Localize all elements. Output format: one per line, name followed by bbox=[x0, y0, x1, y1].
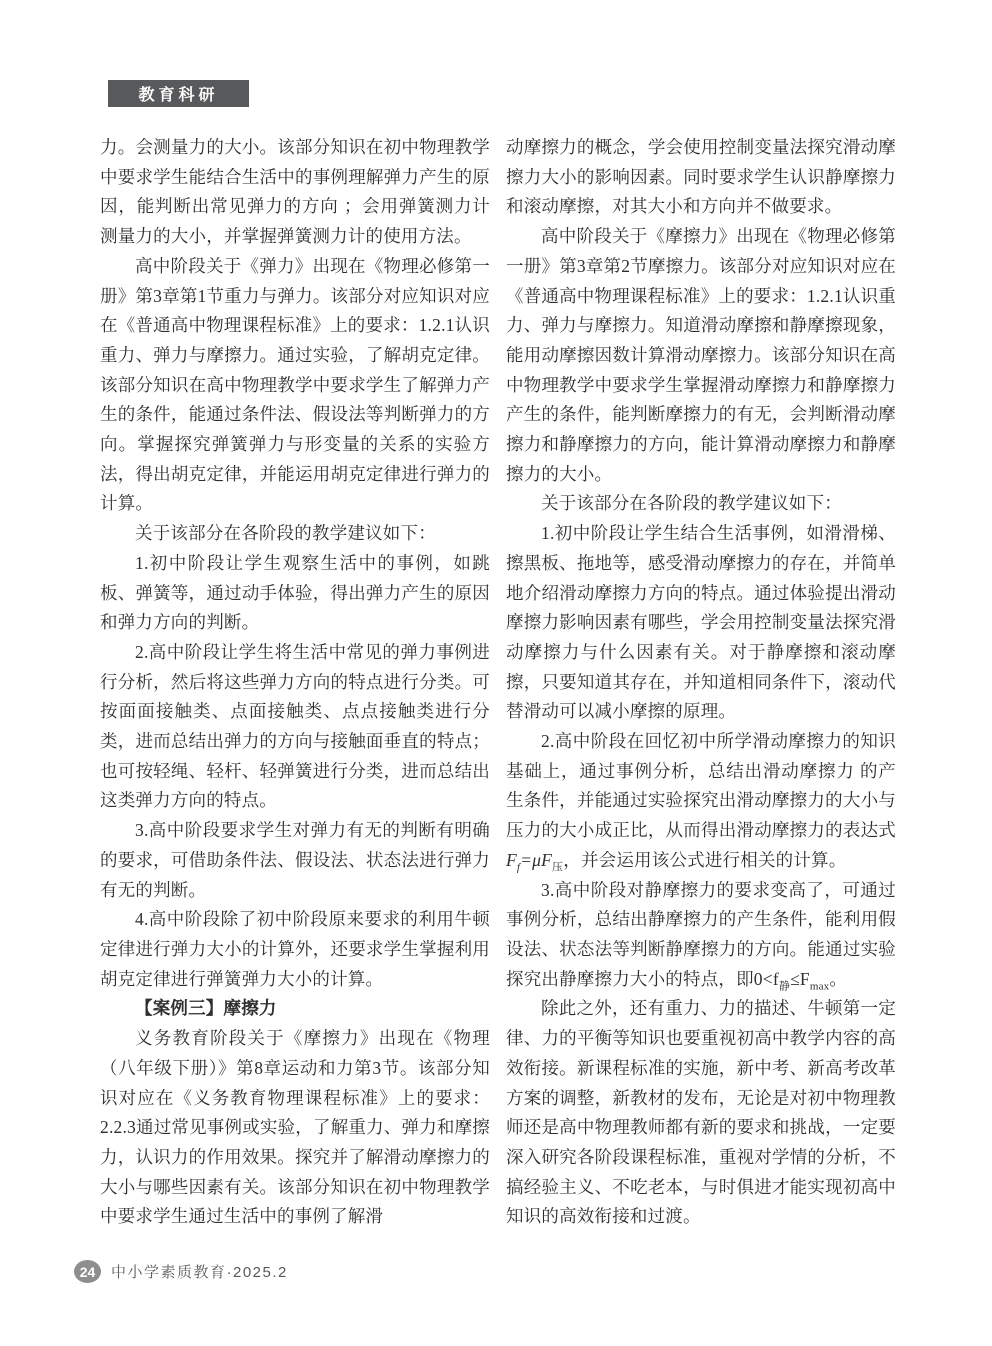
column-right bbox=[506, 133, 896, 1232]
paragraph: 关于该部分在各阶段的教学建议如下： bbox=[135, 523, 436, 544]
paragraph: 关于该部分在各阶段的教学建议如下： bbox=[541, 493, 842, 514]
paragraph: 3.高中阶段对静摩擦力的要求变高了，可通过事例分析，总结出静摩擦力的产生条件，能利用假设法、状态法等判断静摩擦力的方向。能通过实验探究出静摩擦力大小的特点，即$0<f_静\le F_{max}$。 bbox=[506, 879, 896, 993]
section-badge: 教育科研 bbox=[108, 80, 249, 107]
paragraph: 4.高中阶段除了初中阶段原来要求的利用牛顿定律进行弹力大小的计算外，还要求学生掌握利用胡克定律进行弹簧弹力大小的计算。 bbox=[100, 909, 490, 989]
paragraph: 2.高中阶段让学生将生活中常见的弹力事例进行分析，然后将这些弹力方向的特点进行分类。可按面面接触类、点面接触类、点点接触类进行分类，进而总结出弹力的方向与接触面垂直的特点；也可按轻绳、轻杆、轻弹簧进行分类，进而总结出这类弹力方向的特点。 bbox=[100, 641, 490, 811]
paragraph: 高中阶段关于《摩擦力》出现在《物理必修第一册》第3章第2节摩擦力。该部分对应知识对应在《普通高中物理课程标准》上的要求：1.2.1认识重力、弹力与摩擦力。知道滑动摩擦和静摩擦现象，能用动摩擦因数计算滑动摩擦力。该部分知识在高中物理教学中要求学生掌握滑动摩擦力和静摩擦力产生的条件，能判断摩擦力的有无，会判断滑动摩擦力和静摩擦力的方向，能计算滑动摩擦力和静摩擦力的大小。 bbox=[506, 226, 896, 484]
paragraph: 高中阶段关于《弹力》出现在《物理必修第一册》第3章第1节重力与弹力。该部分对应知识对应在《普通高中物理课程标准》上的要求：1.2.1认识重力、弹力与摩擦力。通过实验，了解胡克定律。该部分知识在高中物理教学中要求学生了解弹力产生的条件，能通过条件法、假设法等判断弹力的方向。掌握探究弹簧弹力与形变量的关系的实验方法，得出胡克定律，并能运用胡克定律进行弹力的计算。 bbox=[100, 255, 490, 514]
page-number-badge: 24 bbox=[74, 1260, 101, 1283]
paragraph: 2.高中阶段在回忆初中所学滑动摩擦力的知识基础上，通过事例分析，总结出滑动摩擦力 的产生条件，并能通过实验探究出滑动摩擦力的大小与压力的大小成正比，从而得出滑动摩擦力的表达式$F_f=\mu F_压$，并会运用该公式进行相关的计算。 bbox=[506, 731, 896, 874]
paragraph: 3.高中阶段要求学生对弹力有无的判断有明确的要求，可借助条件法、假设法、状态法进行弹力有无的判断。 bbox=[100, 820, 490, 900]
paragraph: 1.初中阶段让学生结合生活事例，如滑滑梯、擦黑板、拖地等，感受滑动摩擦力的存在，并简单地介绍滑动摩擦力方向的特点。通过体验提出滑动摩擦力影响因素有哪些，学会用控制变量法探究滑动摩擦力与什么因素有关。对于静摩擦和滚动摩擦，只要知道其存在，并知道相同条件下，滚动代替滑动可以减小摩擦的原理。 bbox=[506, 523, 896, 722]
paragraph: 力。会测量力的大小。该部分知识在初中物理教学中要求学生能结合生活中的事例理解弹力产生的原因，能判断出常见弹力的方向 ；会用弹簧测力计测量力的大小，并掌握弹簧测力计的使用方法。 bbox=[100, 137, 490, 247]
column-left bbox=[100, 133, 490, 1232]
article-body bbox=[100, 133, 896, 1232]
paragraph: 动摩擦力的概念，学会使用控制变量法探究滑动摩擦力大小的影响因素。同时要求学生认识静摩擦力和滚动摩擦，对其大小和方向并不做要求。 bbox=[506, 137, 896, 217]
paragraph: 除此之外，还有重力、力的描述、牛顿第一定律、力的平衡等知识也要重视初高中教学内容的高效衔接。新课程标准的实施，新中考、新高考改革方案的调整，新教材的发布，无论是对初中物理教师还是高中物理教师都有新的要求和挑战，一定要深入研究各阶段课程标准，重视对学情的分析，不搞经验主义、不吃老本，与时俱进才能实现初高中知识的高效衔接和过渡。 bbox=[506, 998, 896, 1227]
paragraph: 义务教育阶段关于《摩擦力》出现在《物理（八年级下册）》第8章运动和力第3节。该部分知识对应在《义务教育物理课程标准》上的要求：2.2.3通过常见事例或实验，了解重力、弹力和摩擦力，认识力的作用效果。探究并了解滑动摩擦力的大小与哪些因素有关。该部分知识在初中物理教学中要求学生通过生活中的事例了解滑 bbox=[100, 1028, 490, 1227]
page-footer bbox=[74, 1260, 288, 1283]
journal-title: 中小学素质教育·2025.2 bbox=[111, 1264, 288, 1281]
paragraph: 1.初中阶段让学生观察生活中的事例，如跳板、弹簧等，通过动手体验，得出弹力产生的原因和弹力方向的判断。 bbox=[100, 552, 490, 633]
section-heading: 【案例三】摩擦力 bbox=[135, 998, 277, 1019]
